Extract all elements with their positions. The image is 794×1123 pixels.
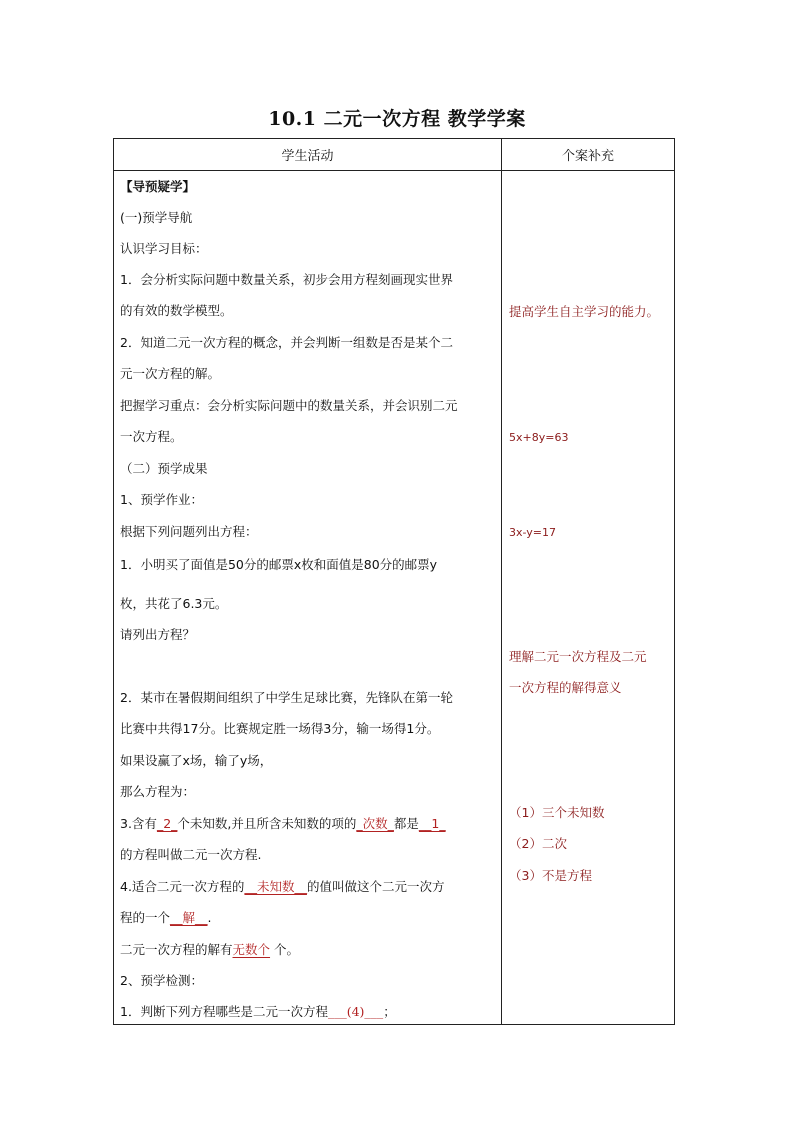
note-answer: （3）不是方程 bbox=[509, 868, 592, 883]
text-segment: 1．判断下列方程哪些是二元一次方程 bbox=[120, 1004, 328, 1019]
note-equation: 3x-y=17 bbox=[509, 526, 557, 539]
fill-blank-line bbox=[120, 942, 299, 958]
table-body-row bbox=[114, 171, 675, 1025]
student-activity-cell bbox=[114, 171, 502, 1025]
answer-blank: _2_ bbox=[156, 816, 178, 831]
text-segment: 程的一个 bbox=[120, 910, 171, 925]
text-segment: ； bbox=[383, 1004, 396, 1019]
note-answer: （2）二次 bbox=[509, 836, 567, 851]
column-header-supplement: 个案补充 bbox=[502, 139, 675, 171]
text-line: 元一次方程的解。 bbox=[120, 366, 221, 381]
text-segment: 的值叫做这个二元一次方 bbox=[306, 879, 445, 894]
text-segment: 3.含有 bbox=[120, 816, 157, 831]
text-line: 那么方程为： bbox=[120, 784, 196, 799]
text-line: 把握学习重点：会分析实际问题中的数量关系，并会识别二元 bbox=[120, 398, 458, 413]
subsection-heading: （二）预学成果 bbox=[120, 461, 208, 476]
text-segment: 个。 bbox=[270, 942, 300, 957]
text-line: 的方程叫做二元一次方程. bbox=[120, 847, 262, 862]
lesson-table bbox=[113, 138, 675, 1025]
text-segment: 4.适合二元一次方程的 bbox=[120, 879, 245, 894]
answer-blank: __解__ bbox=[170, 910, 208, 925]
answer-blank: 无数个 bbox=[232, 942, 271, 957]
text-line: 1、预学作业： bbox=[120, 492, 203, 507]
fill-blank-line bbox=[120, 1004, 396, 1020]
column-header-student-activity: 学生活动 bbox=[114, 139, 502, 171]
text-line: 请列出方程？ bbox=[120, 627, 196, 642]
text-segment: 个未知数,并且所含未知数的项的 bbox=[177, 816, 357, 831]
text-segment: . bbox=[207, 910, 212, 925]
text-line: 一次方程。 bbox=[120, 429, 183, 444]
text-segment: 都是 bbox=[393, 816, 419, 831]
text-line: 2．知道二元一次方程的概念，并会判断一组数是否是某个二 bbox=[120, 335, 453, 350]
fill-blank-line bbox=[120, 910, 212, 926]
note-text: 理解二元一次方程及二元 bbox=[509, 649, 647, 664]
text-line: 1．会分析实际问题中数量关系，初步会用方程刻画现实世界 bbox=[120, 272, 453, 287]
text-line: 如果设赢了x场，输了y场， bbox=[120, 753, 273, 768]
note-equation: 5x+8y=63 bbox=[509, 431, 569, 444]
subsection-heading: (一)预学导航 bbox=[120, 210, 193, 225]
text-line: 认识学习目标： bbox=[120, 241, 208, 256]
note-answer: （1）三个未知数 bbox=[509, 805, 605, 820]
note-text: 提高学生自主学习的能力。 bbox=[509, 304, 660, 319]
text-line: 比赛中共得17分。比赛规定胜一场得3分，输一场得1分。 bbox=[120, 721, 440, 736]
text-line: 2．某市在暑假期间组织了中学生足球比赛，先锋队在第一轮 bbox=[120, 690, 453, 705]
page-title: 10.1 二元一次方程 教学学案 bbox=[268, 108, 526, 130]
section-heading: 【导预疑学】 bbox=[120, 179, 196, 194]
answer-blank: _次数_ bbox=[356, 816, 394, 831]
text-line: 2、预学检测： bbox=[120, 973, 203, 988]
supplement-cell bbox=[502, 171, 675, 1025]
note-text: 一次方程的解得意义 bbox=[509, 680, 622, 695]
text-segment: 二元一次方程的解有 bbox=[120, 942, 233, 957]
text-line: 枚，共花了6.3元。 bbox=[120, 596, 228, 611]
answer-blank: ___(4)___ bbox=[327, 1004, 384, 1019]
fill-blank-line bbox=[120, 879, 444, 895]
table-header-row bbox=[114, 139, 675, 171]
answer-blank: __未知数__ bbox=[244, 879, 307, 894]
fill-blank-line bbox=[120, 816, 446, 832]
text-line: 的有效的数学模型。 bbox=[120, 303, 233, 318]
text-line: 1．小明买了面值是50分的邮票x枚和面值是80分的邮票y bbox=[120, 557, 438, 572]
answer-blank: __1_ bbox=[418, 816, 446, 831]
text-line: 根据下列问题列出方程： bbox=[120, 524, 258, 539]
